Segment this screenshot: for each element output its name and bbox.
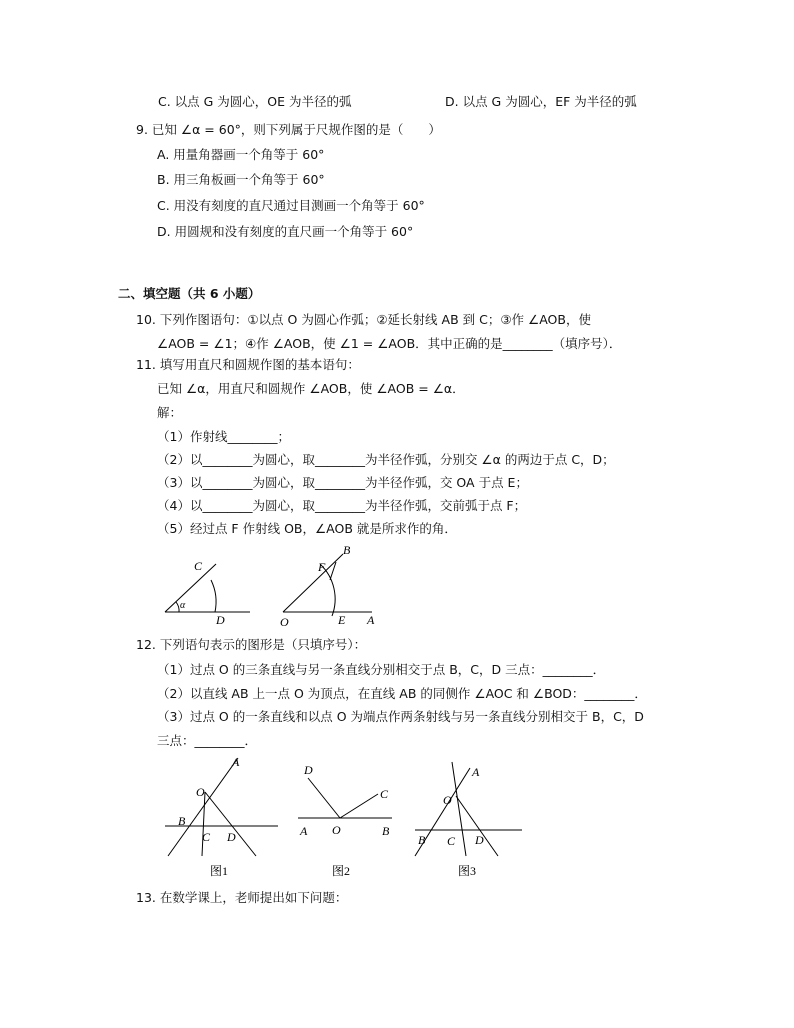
fig2-caption: 图2 (332, 864, 351, 878)
q12-item3-line2: 三点：________． (157, 733, 258, 748)
q12-figure-1 (165, 758, 278, 856)
fig2-label-d: D (304, 763, 313, 777)
q11-step5: （5）经过点 F 作射线 OB，∠AOB 就是所求作的角． (157, 521, 457, 536)
fig1-label-o: O (196, 785, 205, 799)
q12-item2: （2）以直线 AB 上一点 O 为顶点，在直线 AB 的同侧作 ∠AOC 和 ∠BOD：________． (157, 686, 647, 701)
fig3-label-d: D (475, 833, 484, 847)
q8-option-c: C. 以点 G 为圆心，OE 为半径的弧 (158, 94, 352, 109)
q12-item1: （1）过点 O 的三条直线与另一条直线分别相交于点 B，C，D 三点：________． (157, 662, 606, 677)
q9-stem: 9. 已知 ∠α = 60°，则下列属于尺规作图的是（ ） (136, 122, 441, 137)
section-title: 二、填空题（共 6 小题） (118, 286, 261, 301)
fig2-label-c: C (380, 787, 389, 801)
q12-figure-3 (415, 762, 522, 856)
label-o: O (280, 615, 289, 629)
q11-step4: （4）以________为圆心，取________为半径作弧，交前弧于点 F； (157, 498, 527, 513)
fig1-label-c: C (202, 830, 211, 844)
q11-given: 已知 ∠α，用直尺和圆规作 ∠AOB，使 ∠AOB = ∠α． (157, 381, 465, 396)
q12-stem: 12. 下列语句表示的图形是（只填序号）： (136, 637, 367, 652)
label-e: E (338, 613, 346, 627)
q11-figure-angle-aob (283, 554, 372, 616)
q11-solution-label: 解： (157, 405, 183, 420)
label-alpha: α (180, 600, 186, 611)
fig3-label-b: B (418, 833, 426, 847)
q11-step1: （1）作射线________； (157, 429, 290, 444)
fig1-label-a: A (232, 755, 240, 769)
q13-stem: 13. 在数学课上，老师提出如下问题： (136, 890, 348, 905)
fig3-caption: 图3 (458, 864, 477, 878)
q9-option-b: B. 用三角板画一个角等于 60° (157, 172, 325, 187)
fig1-label-b: B (178, 814, 186, 828)
q11-figures (160, 540, 390, 630)
q9-option-a: A. 用量角器画一个角等于 60° (157, 147, 325, 162)
label-a: A (367, 613, 375, 627)
fig2-label-a: A (300, 824, 308, 838)
q11-step2: （2）以________为圆心，取________为半径作弧，分别交 ∠α 的两边于点 C，D； (157, 452, 615, 467)
label-d: D (216, 613, 225, 627)
q11-stem: 11. 填写用直尺和圆规作图的基本语句： (136, 357, 360, 372)
q11-step3: （3）以________为圆心，取________为半径作弧，交 OA 于点 E； (157, 475, 528, 490)
fig1-caption: 图1 (210, 864, 229, 878)
fig3-label-o: O (443, 793, 452, 807)
q12-item3-line1: （3）过点 O 的一条直线和以点 O 为端点作两条射线与另一条直线分别相交于 B，C，D (157, 709, 644, 724)
q10-line2: ∠AOB = ∠1；④作 ∠AOB，使 ∠1 = ∠AOB．其中正确的是________（填序号）． (157, 336, 622, 351)
label-f: F (318, 560, 326, 574)
q9-option-d: D. 用圆规和没有刻度的直尺画一个角等于 60° (157, 224, 414, 239)
q11-figure-angle-alpha (165, 564, 250, 612)
q8-option-d: D. 以点 G 为圆心，EF 为半径的弧 (445, 94, 637, 109)
fig3-label-c: C (447, 834, 456, 848)
fig2-label-b: B (382, 824, 390, 838)
fig1-label-d: D (227, 830, 236, 844)
q9-option-c: C. 用没有刻度的直尺通过目测画一个角等于 60° (157, 198, 425, 213)
fig3-label-a: A (472, 765, 480, 779)
label-c: C (194, 559, 203, 573)
q10-line1: 10. 下列作图语句：①以点 O 为圆心作弧；②延长射线 AB 到 C；③作 ∠AOB，使 (136, 312, 591, 327)
fig2-label-o: O (332, 823, 341, 837)
label-b: B (343, 543, 351, 557)
q12-figures (160, 752, 530, 880)
q12-figure-2 (298, 778, 392, 818)
